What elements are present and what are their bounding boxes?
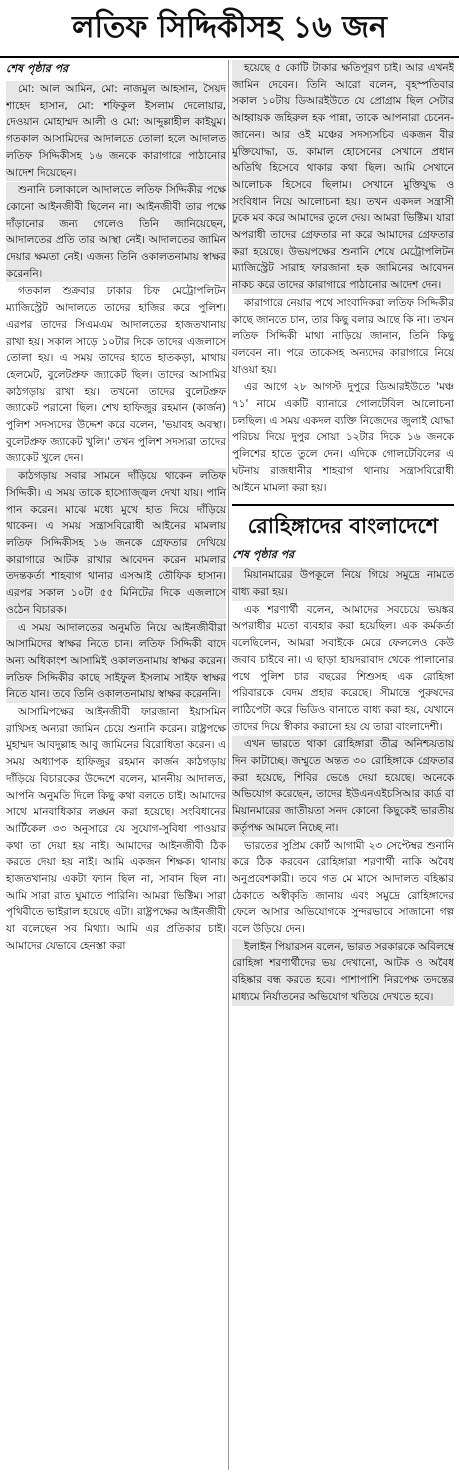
article-paragraph: গতকাল শুক্রবার ঢাকার চিফ মেট্রোপলিটন ম্যাজিস্ট্রেট আদালতে তাদের হাজির করে পুলিশ। এরপর তাদের সিএমএম আদালতের হাজতখানায় রাখা হয়। সকাল সাড়ে ১০টার দিকে তাদের এজলাসে তোলা হয়। এ সময় তাদের হাতে হাতকড়া, মাথায় হেলমেট, বুলেটপ্রুফ জ্যাকেট ছিল। তাদের আসামির কাঠগড়ায় রাখা হয়। তখনো তাদের বুলেটপ্রুফ জ্যাকেট পরানো ছিল। শেখ হাফিজুর রহমান (কার্জন) পুলিশ সদস্যদের উদ্দেশ করে বলেন, 'ভয়াবহ অবস্থা। বুলেটপ্রুফ জ্যাকেট খুলি।' তখন পুলিশ সদস্যরা তাদের জ্যাকেট খুলে দেন। (6, 285, 226, 465)
main-headline: লতিফ সিদ্দিকীসহ ১৬ জন (0, 0, 459, 58)
section-rule (232, 504, 454, 506)
second-article-body (232, 567, 454, 1005)
main-article-body-right (232, 60, 454, 496)
article-paragraph: কাঠগড়ায় সবার সামনে দাঁড়িয়ে থাকেন লতিফ সিদ্দিকী। এ সময় তাকে হাস্যোজ্জ্বল দেখা যায়। পানি পান করেন। মাঝে মধ্যে মুখে হাত দিয়ে দাঁড়িয়ে থাকেন। এ সময় সন্ত্রাসবিরোধী আইনের মামলায় লতিফ সিদ্দিকীসহ ১৬ জনকে গ্রেফতার দেখিয়ে কারাগারে আটক রাখার আবেদন করেন মামলার তদন্তকর্তা শাহবাগ থানার এসআই তৌফিক হাসান। এরপর সকাল ১০টা ৫৫ মিনিটের দিকে এজলাসে ওঠেন বিচারক। (6, 468, 226, 618)
continuation-label: শেষ পৃষ্ঠার পর (232, 548, 295, 562)
right-column (232, 60, 454, 1470)
column-divider (228, 60, 229, 1470)
article-paragraph: হয়েছে ৫ কোটি টাকার ক্ষতিপূরণ চাই। আর এখনই জামিন দেবেন। তিনি আরো বলেন, বৃহস্পতিবার সকাল ১০টায় ডিআরইউতে যে প্রোগ্রাম ছিল সেটার আহ্বায়ক জহিরুল হক পান্না, তাকে আপনারা চেনেন-জানেন। আর ওই মঞ্চের সদস্যসচিব একজন বীর মুক্তিযোদ্ধা, ড. কামাল হোসেনের সেখানে প্রধান অতিথি হিসেবে থাকার কথা ছিল। আমি সেখানে আলোচক হিসেবে ছিলাম। সেখানে মুক্তিযুদ্ধ ও সংবিধান নিয়ে আলোচনা হয়। তখন একদল সন্ত্রাসী ঢুকে মব করে আমাদের তুলে দেয়। আমরা ভিক্টিম। যারা অপরাধী তাদের গ্রেফতার না করে আমাদের গ্রেফতার করা হয়েছে। উভয়পক্ষের শুনানি শেষে মেট্রোপলিটন ম্যাজিস্ট্রেট সারাহ ফারজানা হক জামিনের আবেদন নাকচ করে তাদের কারাগারে পাঠানোর আদেশ দেন। (232, 60, 454, 294)
article-paragraph: ইলাইন পিয়ারসন বলেন, ভারত সরকারকে অবিলম্বে রোহিঙ্গা শরণার্থীদের ভয় দেখানো, আটক ও অবৈধ বহিষ্কার বন্ধ করতে হবে। পাশাপাশি নিরপেক্ষ তদন্তের মাধ্যমে নির্যাতনের অভিযোগ খতিয়ে দেখতে হবে। (232, 939, 454, 1006)
article-paragraph: আসামিপক্ষের আইনজীবী ফারজানা ইয়াসমিন রাখিসহ অন্যরা জামিন চেয়ে শুনানি করেন। রাষ্ট্রপক্ষে মুহাম্মদ আবদুল্লাহ আবু জামিনের বিরোধিতা করেন। এ সময় অধ্যাপক হাফিজুর রহমান কার্জন কাঠগড়ায় দাঁড়িয়ে বিচারকের উদ্দেশে বলেন, মাননীয় আদালত, আপনি অনুমতি দিলে কিছু কথা বলতে চাই। আমাদের সাথে মানবাধিকার লঙ্ঘন করা হয়েছে। সংবিধানের আর্টিকেল ৩৩ অনুসারে যে সুযোগ-সুবিধা পাওয়ার কথা তা দেয়া হয় নাই। আমাদের আইনজীবী ঠিক করতে দেয়া হয় নাই। আমি একজন শিক্ষক। থানায় হাজতখানায় একটা ফ্যান ছিল না, সাবান ছিল না। আমি সারা রাত ঘুমাতে পারিনি। আমরা ভিক্টিম। সারা পৃথিবীতে ভাইরাল হয়েছে এটা। রাষ্ট্রপক্ষের আইনজীবী যা বলেছেন সব মিথ্যা। আমি এর প্রতিকার চাই। আমাদের যেভাবে হেনস্তা করা (6, 706, 226, 952)
article-paragraph: এখন ভারতে থাকা রোহিঙ্গারা তীব্র অনিশ্চয়তায় দিন কাটাচ্ছে। জম্মুতে অন্তত ৩০ রোহিঙ্গাকে গ্রেফতার করা হয়েছে, শিবির ভেঙে দেয়া হয়েছে। অনেকে অভিযোগ করেছেন, তাদের ইউএনএইচসিআর কার্ড বা মিয়ানমারের জাতীয়তা সনদ কোনো কিছুকেই ভারতীয় কর্তৃপক্ষ আমলে নিচ্ছে না। (232, 736, 454, 836)
article-paragraph: এর আগে ২৮ আগস্ট দুপুরে ডিআরইউতে 'মঞ্চ ৭১' নামে একটি ব্যানারে গোলটেবিল আলোচনা চলছিল। এ সময় একদল ব্যক্তি নিজেদের জুলাই যোদ্ধা পরিচয় দিয়ে দুপুর সোয়া ১২টার দিকে ১৬ জনকে পুলিশের হাতে তুলে দেন। এদিকে গোলটেবিলের এ ঘটনায় রাজধানীর শাহবাগ থানায় সন্ত্রাসবিরোধী আইনে মামলা করা হয়। (232, 381, 454, 494)
article-paragraph: মো: আল আমিন, মো: নাজমুল আহসান, সৈয়দ শাহেদ হাসান, মো: শফিকুল ইসলাম দেলোয়ার, দেওয়ান মোহাম্মদ আলী ও মো: আব্দুল্লাহীল কাইয়ুম। গতকাল আসামিদের আদালতে তোলা হলে আদালত লতিফ সিদ্দিকীসহ ১৬ জনকে কারাগারে পাঠানোর আদেশ দিয়েছেন। (6, 81, 226, 181)
article-paragraph: ভারতের সুপ্রিম কোর্ট আগামী ২৩ সেপ্টেম্বর শুনানি করে ঠিক করবেন রোহিঙ্গারা শরণার্থী নাকি অবৈধ অনুপ্রবেশকারী। তবে গত মে মাসে আদালত বহিষ্কার ঠেকাতে অস্বীকৃতি জানায় এবং সমুদ্রে রোহিঙ্গাদের ফেলে আসার অভিযোগকে সুন্দরভাবে সাজানো গল্প বলে উড়িয়ে দেন। (232, 839, 454, 936)
article-paragraph: শুনানি চলাকালে আদালতে লতিফ সিদ্দিকীর পক্ষে কোনো আইনজীবী ছিলেন না। আইনজীবী তার পক্ষে দাঁড়ানোর জন্য গেলেও তিনি জানিয়েছেন, আদালতের প্রতি তার আস্থা নেই। আদালতের জামিন দেয়ার ক্ষমতা নেই। এজন্য তিনি ওকালতনামায় স্বাক্ষর করেননি। (6, 182, 226, 282)
second-article-headline: রোহিঙ্গাদের বাংলাদেশে (247, 514, 439, 539)
article-paragraph: এক শরণার্থী বলেন, আমাদের সবচেয়ে ভয়ঙ্কর অপরাধীর মতো ব্যবহার করা হয়েছিল। এক কর্মকর্তা বলেছিলেন, আমরা সবাইকে মেরে ফেললেও কেউ জবাব চাইবে না। এ ছাড়া হায়দরাবাদ থেকে পালানোর পথে পুলিশ চার বছরের শিশুসহ এক রোহিঙ্গা পরিবারকে বেদম প্রহার করেছে। সীমান্তে পুরুষদের লাঠিপেটা করে ভিডিও বানাতে বাধ্য করা হয়, যেখানে তাদের দিয়ে স্বীকার করানো হয় যে তারা বাংলাদেশী। (232, 603, 454, 733)
left-column (6, 60, 226, 1470)
article-paragraph: মিয়ানমারের উপকূলে নিয়ে গিয়ে সমুদ্রে নামতে বাধ্য করা হয়। (232, 567, 454, 600)
article-paragraph: এ সময় আদালতের অনুমতি নিয়ে আইনজীবীরা আসামিদের স্বাক্ষর নিতে চান। লতিফ সিদ্দিকী বাদে অন্য অধিকাংশ আসামিই ওকালতনামায় স্বাক্ষর করেন। লতিফ সিদ্দিকীর কাছে সাইফুল ইসলাম সাইফ স্বাক্ষর নিতে যান। তবে তিনি ওকালতনামায় স্বাক্ষর করেননি। (6, 620, 226, 704)
continuation-label: শেষ পৃষ্ঠার পর (6, 62, 69, 75)
article-paragraph: কারাগারে নেয়ার পথে সাংবাদিকরা লতিফ সিদ্দিকীর কাছে জানতে চান, তার কিছু বলার আছে কি না। তখন লতিফ সিদ্দিকী মাথা নাড়িয়ে জানান, তিনি কিছু বলবেন না। পরে তাকেসহ অন্যদের কারাগারে নিয়ে যাওয়া হয়। (232, 296, 454, 376)
main-article-body-left (6, 81, 226, 955)
